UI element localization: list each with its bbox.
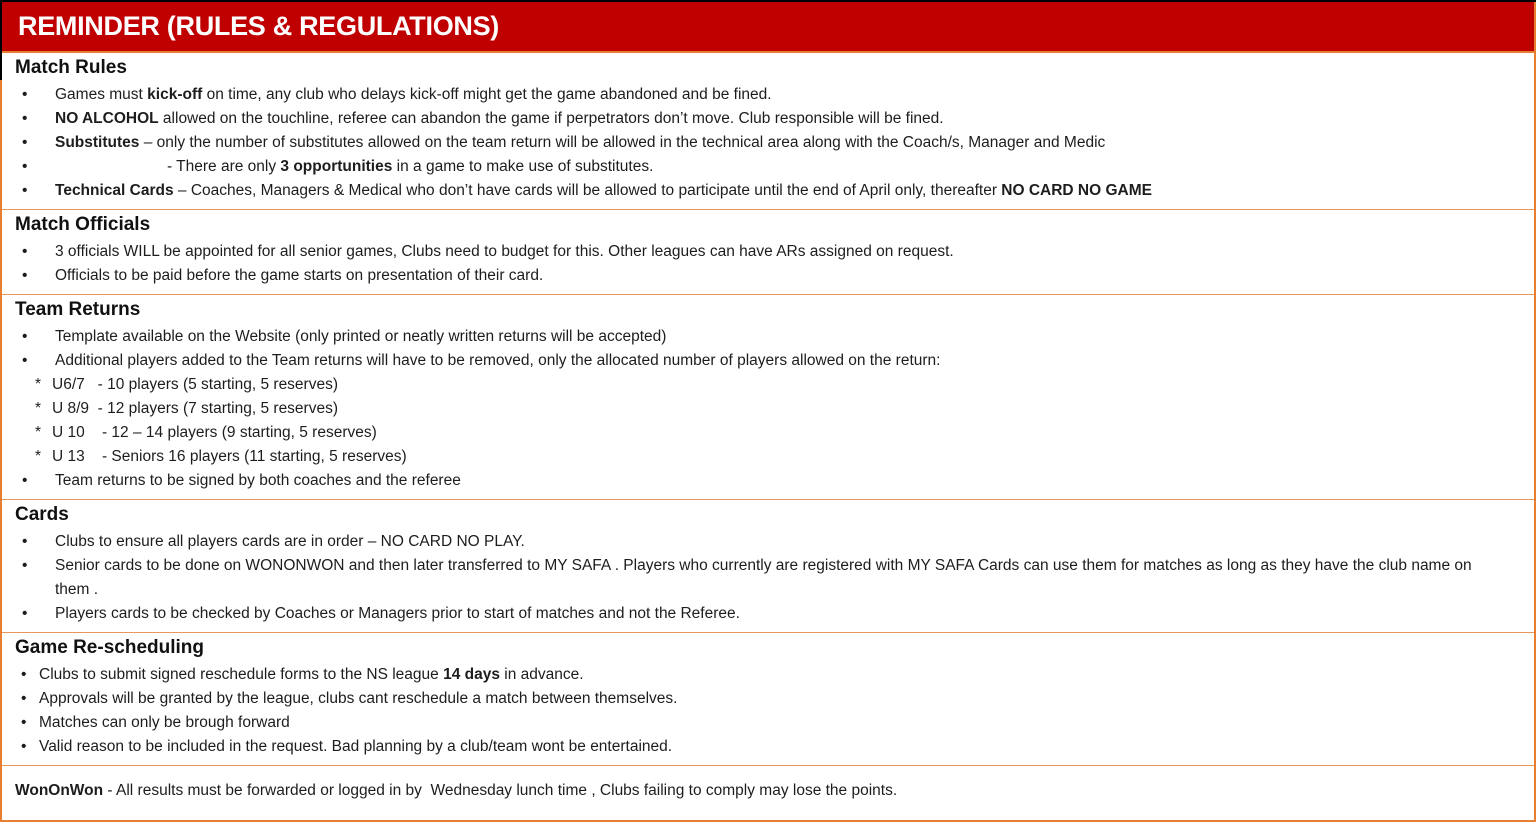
bullet-text: Clubs to ensure all players cards are in order – NO CARD NO PLAY. [55, 533, 525, 550]
bullet-item [2, 735, 1534, 759]
bullet-item [2, 421, 1534, 445]
bullet-item [2, 155, 1534, 179]
bullet-item [2, 397, 1534, 421]
bullet-list [2, 240, 1534, 288]
bullet-marker: • [21, 714, 27, 731]
bullet-marker: • [22, 110, 28, 127]
footer-text: WonOnWon - All results must be forwarded or logged in by Wednesday lunch time , Clubs failing to comply may lose the points. [15, 782, 898, 799]
bullet-text: Template available on the Website (only printed or neatly written returns will be accepted) [55, 328, 667, 345]
bullet-list [2, 663, 1534, 759]
bullet-marker: • [21, 738, 27, 755]
bullet-marker: • [22, 134, 28, 151]
bullet-text: Approvals will be granted by the league, clubs cant reschedule a match between themselves. [39, 690, 678, 707]
bullet-item [2, 325, 1534, 349]
bullet-item [2, 240, 1534, 264]
bullet-text: Valid reason to be included in the request. Bad planning by a club/team wont be entertained. [39, 738, 673, 755]
bullet-text: Matches can only be brough forward [39, 714, 290, 731]
bullet-text: Games must kick-off on time, any club who delays kick-off might get the game abandoned and be fined. [55, 86, 772, 103]
bullet-text: Clubs to submit signed reschedule forms to the NS league 14 days in advance. [39, 666, 584, 683]
bullet-text: U6/7 - 10 players (5 starting, 5 reserves) [52, 376, 339, 393]
bullet-item [2, 530, 1534, 554]
bullet-text: Substitutes – only the number of substitutes allowed on the team return will be allowed in the technical area along with the Coach/s, Manager and Medic [55, 134, 1106, 151]
bullet-item [2, 445, 1534, 469]
section-game-re-scheduling [2, 633, 1534, 766]
bullet-text: NO ALCOHOL allowed on the touchline, referee can abandon the game if perpetrators don’t move. Club responsible will be fined. [55, 110, 944, 127]
bullet-item [2, 687, 1534, 711]
bullet-item [2, 711, 1534, 735]
bullet-item [2, 179, 1534, 203]
footer-note [2, 766, 1534, 803]
bullet-marker: • [21, 666, 27, 683]
section-heading: Match Officials [15, 214, 151, 235]
bullet-marker: • [22, 472, 28, 489]
bullet-marker: * [35, 424, 42, 441]
bullet-text: 3 officials WILL be appointed for all senior games, Clubs need to budget for this. Other leagues can have ARs assigned on request. [55, 243, 954, 260]
section-heading: Team Returns [15, 299, 141, 320]
section-cards [2, 500, 1534, 633]
bullet-text: U 13 - Seniors 16 players (11 starting, 5 reserves) [52, 448, 407, 465]
bullet-marker: • [22, 158, 28, 175]
bullet-item [2, 349, 1534, 373]
bullet-list [2, 325, 1534, 493]
bullet-marker: • [22, 533, 28, 550]
bullet-marker: • [22, 86, 28, 103]
bullet-marker: * [35, 400, 42, 417]
sections-container [2, 53, 1534, 766]
bullet-marker: • [22, 328, 28, 345]
bullet-marker: • [21, 690, 27, 707]
bullet-marker: • [22, 605, 28, 622]
bullet-list [2, 83, 1534, 203]
section-heading: Game Re-scheduling [15, 637, 204, 658]
bullet-text: Senior cards to be done on WONONWON and then later transferred to MY SAFA . Players who currently are registered with MY SAFA Cards can use them for matches as long as they have the club name on them . [55, 557, 1476, 598]
bullet-marker: * [35, 376, 42, 393]
bullet-text: U 10 - 12 – 14 players (9 starting, 5 reserves) [52, 424, 377, 441]
bullet-list [2, 530, 1534, 626]
bullet-item [2, 373, 1534, 397]
bullet-marker: • [22, 182, 28, 199]
bullet-item [2, 602, 1534, 626]
bullet-item [2, 131, 1534, 155]
bullet-text: Technical Cards – Coaches, Managers & Medical who don’t have cards will be allowed to participate until the end of April only, thereafter NO CARD NO GAME [55, 182, 1152, 199]
section-heading: Match Rules [15, 57, 127, 78]
section-heading: Cards [15, 504, 69, 525]
bullet-item [2, 107, 1534, 131]
title-bar [2, 2, 1534, 53]
bullet-text: Officials to be paid before the game starts on presentation of their card. [55, 267, 544, 284]
section-match-rules [2, 53, 1534, 210]
bullet-marker: • [22, 267, 28, 284]
page-title: REMINDER (RULES & REGULATIONS) [18, 11, 499, 41]
section-match-officials [2, 210, 1534, 295]
bullet-text: U 8/9 - 12 players (7 starting, 5 reserves) [52, 400, 339, 417]
section-team-returns [2, 295, 1534, 500]
bullet-text: Additional players added to the Team returns will have to be removed, only the allocated number of players allowed on the return: [55, 352, 941, 369]
bullet-item [2, 554, 1534, 602]
bullet-item [2, 83, 1534, 107]
bullet-item [2, 469, 1534, 493]
bullet-marker: • [22, 243, 28, 260]
bullet-marker: • [22, 352, 28, 369]
bullet-text: Team returns to be signed by both coaches and the referee [55, 472, 461, 489]
bullet-item [2, 663, 1534, 687]
bullet-text: Players cards to be checked by Coaches or Managers prior to start of matches and not the Referee. [55, 605, 740, 622]
bullet-item [2, 264, 1534, 288]
bullet-marker: * [35, 448, 42, 465]
bullet-text: - There are only 3 opportunities in a game to make use of substitutes. [55, 158, 654, 175]
bullet-marker: • [22, 557, 28, 574]
